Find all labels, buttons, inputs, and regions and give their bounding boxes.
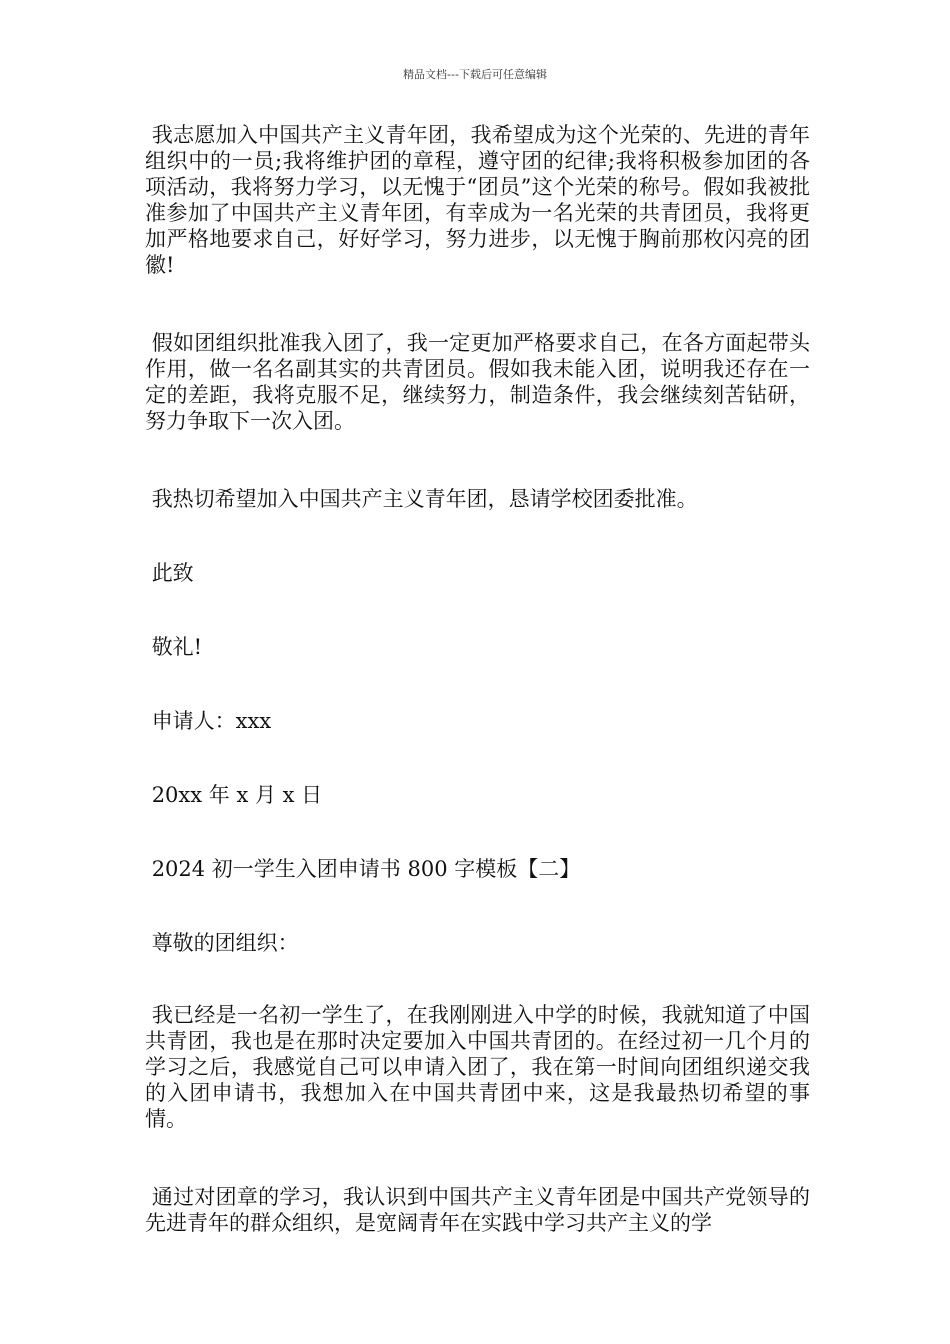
paragraph-commitment: 假如团组织批准我入团了，我一定更加严格要求自己，在各方面起带头作用，做一名名副其实的共青团员。假如我未能入团，说明我还存在一定的差距，我将克服不足，继续努力，制造条件，我会继续刻苦钻研，努力争取下一次入团。 [145, 331, 810, 433]
document-body [145, 122, 810, 1236]
page-header: 精品文档---下载后可任意编辑 [403, 68, 547, 81]
closing-salute: 敬礼! [145, 635, 203, 659]
section-title: 2024 初一学生入团申请书 800 字模板【二】 [145, 857, 581, 881]
paragraph-understanding: 通过对团章的学习，我认识到中国共产主义青年团是中国共产党领导的先进青年的群众组织，是宽阔青年在实践中学习共产主义的学 [145, 1185, 810, 1235]
closing-greeting: 此致 [145, 561, 194, 585]
paragraph-pledge: 我志愿加入中国共产主义青年团，我希望成为这个光荣的、先进的青年组织中的一员;我将维护团的章程，遵守团的纪律;我将积极参加团的各项活动，我将努力学习，以无愧于“团员”这个光荣的称号。假如我被批准参加了中国共产主义青年团，有幸成为一名光荣的共青团员，我将更加严格地要求自己，好好学习，努力进步，以无愧于胸前那枚闪亮的团徽! [145, 123, 810, 277]
paragraph-request: 我热切希望加入中国共产主义青年团，恳请学校团委批准。 [145, 487, 698, 511]
date-line: 20xx 年 x 月 x 日 [145, 783, 323, 807]
paragraph-background: 我已经是一名初一学生了，在我刚刚进入中学的时候，我就知道了中国共青团，我也是在那时决定要加入中国共青团的。在经过初一几个月的学习之后，我感觉自己可以申请入团了，我在第一时间向团组织递交我的入团申请书，我想加入在中国共青团中来，这是我最热切希望的事情。 [145, 1003, 810, 1131]
salutation: 尊敬的团组织： [145, 931, 299, 955]
applicant-line: 申请人：xxx [145, 709, 272, 733]
